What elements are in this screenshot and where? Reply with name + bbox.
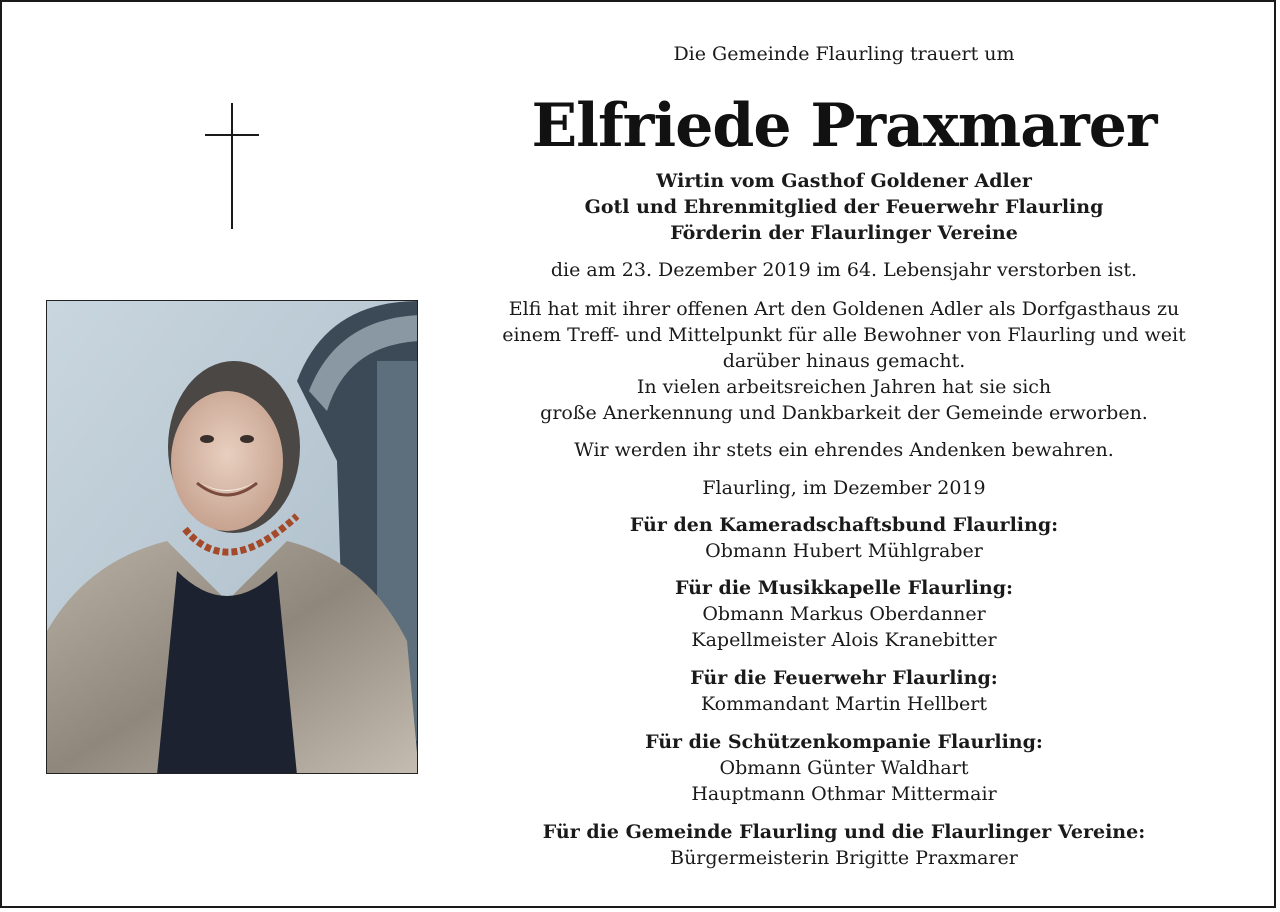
death-line: die am 23. Dezember 2019 im 64. Lebensjahr verstorben ist.: [550, 259, 1138, 281]
signatory-person: Bürgermeisterin Brigitte Praxmarer: [670, 847, 1018, 869]
deceased-name: Elfriede Praxmarer: [531, 91, 1157, 161]
tribute-line: In vielen arbeitsreichen Jahren hat sie sich: [636, 376, 1052, 398]
signatory-person: Obmann Hubert Mühlgraber: [705, 540, 983, 562]
tribute-line: darüber hinaus gemacht.: [722, 350, 966, 372]
memory-line: Wir werden ihr stets ein ehrendes Andenken bewahren.: [574, 439, 1114, 461]
signatory-org: Für die Schützenkompanie Flaurling:: [645, 731, 1043, 753]
tribute-line: Elfi hat mit ihrer offenen Art den Goldenen Adler als Dorfgasthaus zu: [508, 298, 1180, 320]
intro-line: Die Gemeinde Flaurling trauert um: [673, 43, 1015, 65]
signatory-org: Für die Gemeinde Flaurling und die Flaurlinger Vereine:: [542, 821, 1146, 843]
signatory-org: Für den Kameradschaftsbund Flaurling:: [629, 514, 1059, 536]
signatory-person: Obmann Günter Waldhart: [719, 757, 969, 779]
cross-icon: [205, 103, 259, 229]
place-date: Flaurling, im Dezember 2019: [702, 477, 986, 499]
signatory-person: Kapellmeister Alois Kranebitter: [691, 629, 997, 651]
signatory-org: Für die Feuerwehr Flaurling:: [690, 667, 998, 689]
signatory-person: Hauptmann Othmar Mittermair: [691, 783, 997, 805]
portrait-photo: [46, 300, 418, 774]
signatory-person: Kommandant Martin Hellbert: [700, 693, 988, 715]
signatory-person: Obmann Markus Oberdanner: [702, 603, 986, 625]
role-line: Wirtin vom Gasthof Goldener Adler: [656, 170, 1032, 192]
tribute-line: einem Treff- und Mittelpunkt für alle Bewohner von Flaurling und weit: [502, 324, 1186, 346]
role-line: Förderin der Flaurlinger Vereine: [670, 222, 1018, 244]
role-line: Gotl und Ehrenmitglied der Feuerwehr Flaurling: [584, 196, 1104, 218]
signatory-org: Für die Musikkapelle Flaurling:: [674, 577, 1014, 599]
tribute-line: große Anerkennung und Dankbarkeit der Gemeinde erworben.: [540, 402, 1148, 424]
